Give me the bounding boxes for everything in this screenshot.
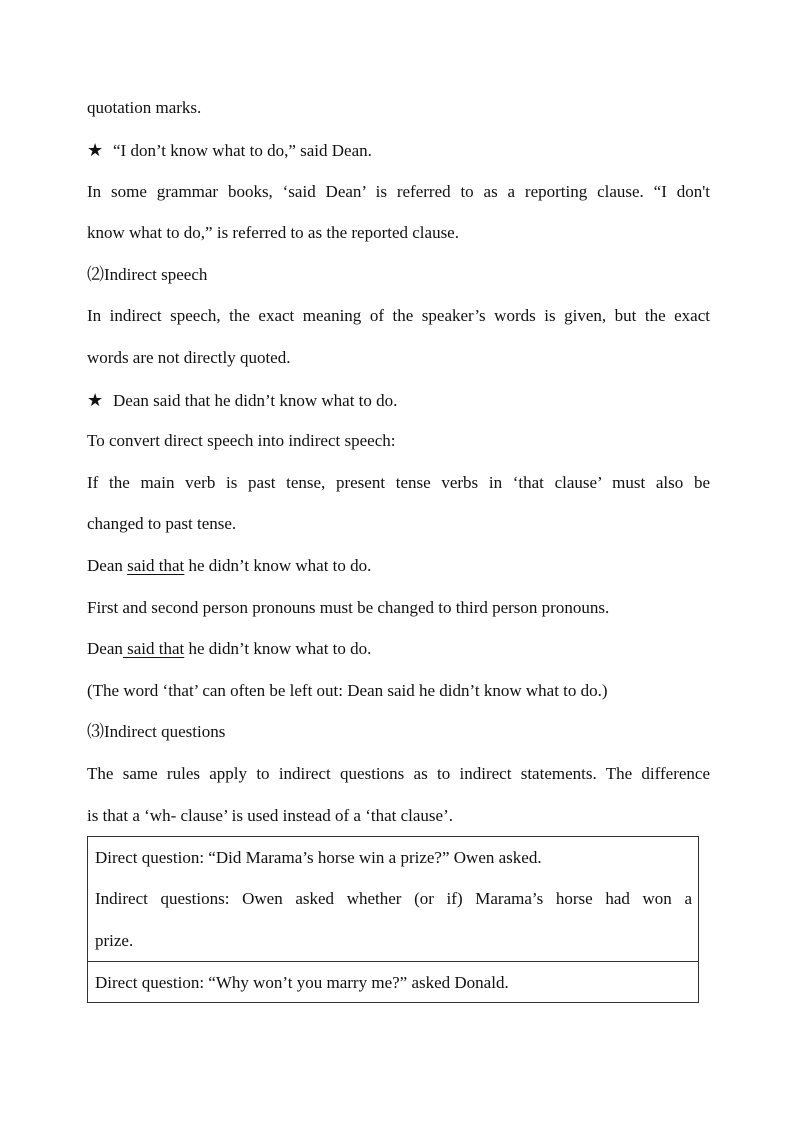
paragraph-line: know what to do,” is referred to as the reported clause. — [87, 223, 459, 242]
paragraph-line: quotation marks. — [87, 98, 202, 117]
example-line — [87, 555, 710, 577]
example-text: Dean said that he didn’t know what to do. — [113, 391, 398, 410]
paragraph-line: To convert direct speech into indirect speech: — [87, 431, 396, 450]
example-text: “I don’t know what to do,” said Dean. — [113, 141, 372, 160]
paragraph-line: In indirect speech, the exact meaning of the speaker’s words is given, but the exact — [87, 306, 710, 325]
example-text: Dean — [87, 556, 128, 575]
paragraph-line: words are not directly quoted. — [87, 348, 291, 367]
table-cell-line: prize. — [95, 931, 134, 950]
star-icon: ★ — [87, 140, 104, 160]
star-icon: ★ — [87, 390, 104, 410]
paragraph-line: In some grammar books, ‘said Dean’ is referred to as a reporting clause. “I don't — [87, 182, 710, 201]
example-text: he didn’t know what to do. — [184, 556, 372, 575]
paragraph-line: If the main verb is past tense, present tense verbs in ‘that clause’ must also be — [87, 473, 710, 492]
examples-table — [87, 836, 699, 1003]
underlined-text: said that — [122, 639, 185, 658]
paragraph-line: (The word ‘that’ can often be left out: Dean said he didn’t know what to do.) — [87, 681, 608, 700]
table-row-divider — [88, 961, 698, 962]
example-text: he didn’t know what to do. — [184, 639, 372, 658]
underlined-text: said that — [127, 556, 185, 575]
table-cell-line: Direct question: “Did Marama’s horse win a prize?” Owen asked. — [95, 848, 542, 867]
section-heading-indirect-questions: ⑶Indirect questions — [87, 722, 226, 741]
table-cell-line: Direct question: “Why won’t you marry me?” asked Donald. — [95, 973, 509, 992]
table-cell-line: Indirect questions: Owen asked whether (or if) Marama’s horse had won a — [95, 889, 692, 908]
paragraph-line: The same rules apply to indirect questions as to indirect statements. The difference — [87, 764, 710, 783]
example-line — [87, 638, 710, 660]
paragraph-line: changed to past tense. — [87, 514, 237, 533]
paragraph-line: First and second person pronouns must be changed to third person pronouns. — [87, 598, 610, 617]
example-line — [87, 389, 710, 412]
example-text: Dean — [87, 639, 123, 658]
example-line — [87, 139, 710, 162]
section-heading-indirect-speech: ⑵Indirect speech — [87, 265, 208, 284]
paragraph-line: is that a ‘wh- clause’ is used instead of a ‘that clause’. — [87, 806, 453, 825]
